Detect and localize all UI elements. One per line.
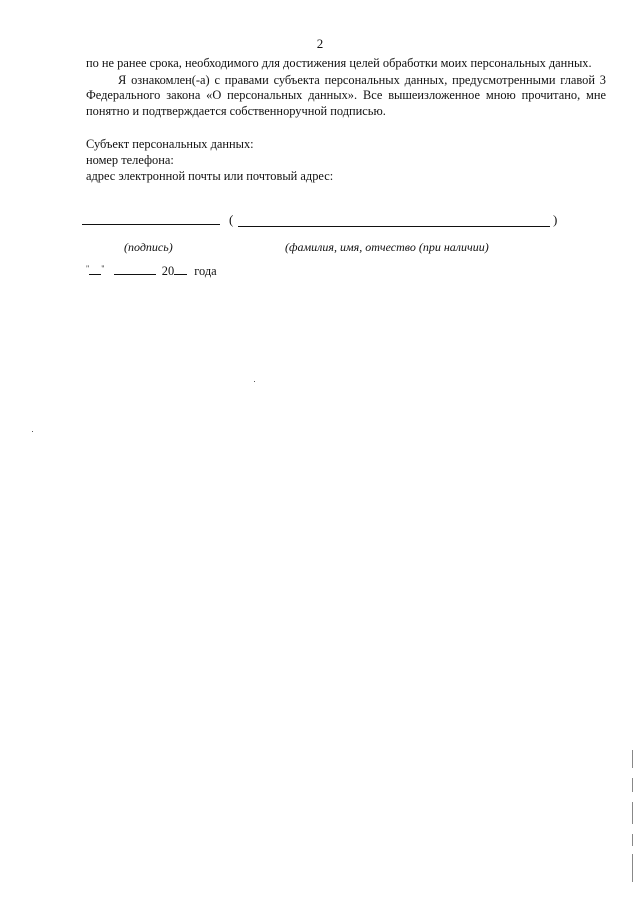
subject-title: Субъект персональных данных: — [86, 137, 254, 152]
scan-edge-marks — [632, 750, 634, 890]
paragraph-acknowledgement: Я ознакомлен(-а) с правами субъекта персональных данных, предусмотренными главой 3 Федерального закона «О персональных данных». Все вышеизложенное мною прочитано, мне понятно и подтверждается собственноручной подписью. — [86, 72, 606, 118]
scan-speck — [32, 431, 33, 432]
scan-mark — [632, 854, 633, 882]
month-blank — [114, 264, 156, 275]
signature-caption: (подпись) — [124, 240, 173, 254]
signature-row — [82, 212, 562, 232]
open-paren: ( — [229, 212, 234, 227]
year-suffix: года — [194, 264, 217, 278]
fullname-caption: (фамилия, имя, отчество (при наличии) — [285, 240, 489, 254]
year-prefix: 20 — [161, 264, 175, 278]
scan-speck — [254, 381, 255, 382]
close-quote: " — [101, 264, 105, 273]
signature-line — [82, 224, 220, 225]
open-quote: " — [86, 264, 90, 273]
scan-mark — [632, 802, 633, 824]
date-row — [86, 264, 217, 279]
document-body — [86, 56, 606, 184]
year-blank — [174, 264, 187, 275]
day-blank — [89, 264, 101, 275]
scan-mark — [632, 834, 633, 846]
paragraph-retention: по не ранее срока, необходимого для достижения целей обработки моих персональных данных. — [86, 56, 592, 70]
phone-label: номер телефона: — [86, 152, 174, 167]
scan-mark — [632, 750, 633, 768]
scan-mark — [632, 778, 633, 792]
close-paren: ) — [553, 212, 558, 227]
page-number: 2 — [316, 36, 324, 51]
subject-block — [86, 137, 606, 184]
address-label: адрес электронной почты или почтовый адрес: — [86, 168, 334, 183]
fullname-line — [238, 226, 550, 227]
